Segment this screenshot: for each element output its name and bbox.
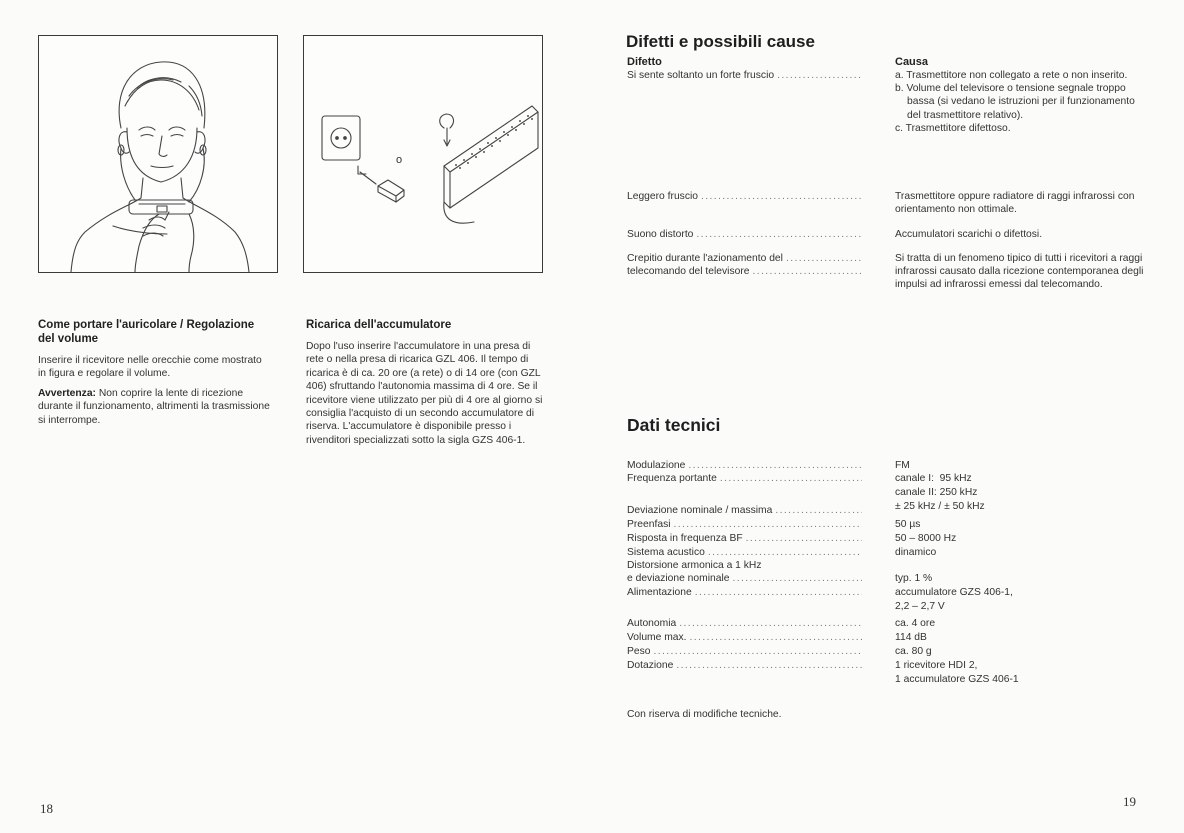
defect-row-2 [627,190,865,203]
spec-power-supply-value-2: 2,2 – 2,7 V [895,601,945,612]
spec-weight-label-text: Peso [627,646,651,657]
technical-data-title: Dati tecnici [627,415,721,435]
defect-3-text: Suono distorto [627,229,694,240]
cause-3: Accumulatori scarichi o difettosi. [895,229,1043,240]
spec-carrier-value-2: canale II: 250 kHz [895,487,978,498]
headphone-section [38,318,270,427]
headphone-warning [38,387,270,427]
cause-2: Trasmettitore oppure radiatore di raggi infrarossi con orientamento non ottimale. [895,191,1135,216]
charging-section-title: Ricarica dell'accumulatore [306,319,452,331]
spec-frequency-response-label [627,532,865,545]
page-number-left: 18 [40,801,53,816]
figure-charging-accumulator [303,35,543,273]
spec-distortion-label-text-2: e deviazione nominale [627,573,730,584]
defect-column-header: Difetto [627,56,662,68]
spec-deviation-label [627,504,865,517]
spec-autonomy-label-text: Autonomia [627,618,677,629]
spec-deviation-value: ± 25 kHz / ± 50 kHz [895,501,985,512]
wall-socket-icon [322,116,360,160]
spec-distortion-label-line-2 [627,572,865,585]
spec-weight-value: ca. 80 g [895,646,932,657]
spec-power-supply-label [627,586,865,599]
spec-autonomy-value: ca. 4 ore [895,618,936,629]
spec-equipment-label [627,659,865,672]
figure-connector-text: o [396,154,403,166]
warning-text: Non coprire la lente di ricezione durante il funzionamento, altrimenti la trasmissione si interrompe. [38,387,270,426]
warning-label: Avvertenza: [38,387,96,399]
cause-4: Si tratta di un fenomeno tipico di tutti i ricevitori a raggi infrarossi causato dalla ricezione contemporanea degli impulsi ad infrarossi emessi dal telecomando. [895,253,1144,291]
spec-modulation-label [627,459,865,472]
cause-1a: a. Trasmettitore non collegato a rete o non inserito. [895,70,1128,81]
spec-equipment-label-text: Dotazione [627,660,674,671]
spec-carrier-label [627,472,865,485]
defect-1-text: Si sente soltanto un forte fruscio [627,70,775,81]
spec-carrier-label-text: Frequenza portante [627,473,717,484]
spec-autonomy-label [627,617,865,630]
spec-modulation-value: FM [895,460,910,471]
spec-equipment-value-2: 1 accumulatore GZS 406-1 [895,674,1019,685]
defect-row-4-line-1 [627,252,865,265]
spec-max-volume-label-text: Volume max. [627,632,687,643]
defect-row-4-line-2 [627,265,865,278]
defect-row-1 [627,69,865,82]
spec-frequency-response-label-text: Risposta in frequenza BF [627,533,743,544]
spec-distortion-label-text-1: Distorsione armonica a 1 kHz [627,560,762,571]
spec-power-supply-value-1: accumulatore GZS 406-1, [895,587,1013,598]
cause-column-header: Causa [895,56,929,68]
charging-section-text: Dopo l'uso inserire l'accumulatore in una presa di rete o nella presa di ricarica GZL 406. Il tempo di ricarica è di ca. 20 ore (a rete) o di 14 ore (con GZL 406) sfruttando l'autonomia massima di 4 ore. Se il ricevitore viene utilizzato per più di 4 ore al giorno si consiglia l'acquisto di un secondo accumulatore di riserva. L'accumulatore è disponibile presso i rivenditori specializzati sotto la sigla GZS 406-1. [306,341,543,446]
headphone-wearer-illustration [39,36,277,272]
defect-2-text: Leggero fruscio [627,191,698,202]
spec-power-supply-label-text: Alimentazione [627,587,692,598]
spec-weight-label [627,645,865,658]
cause-1c: c. Trasmettitore difettoso. [895,122,1011,134]
page-number-right: 19 [1123,794,1136,809]
charging-section [306,318,546,447]
spec-carrier-value-1: canale I: 95 kHz [895,473,972,484]
spec-frequency-response-value: 50 – 8000 Hz [895,533,957,544]
figure-person-wearing-headphones [38,35,278,273]
spec-distortion-value: typ. 1 % [895,573,933,584]
spec-preemphasis-value: 50 µs [895,519,921,530]
spec-modulation-label-text: Modulazione [627,460,686,471]
defect-4-text-line-1: Crepitio durante l'azionamento del [627,253,783,264]
troubleshooting-title: Difetti e possibili cause [626,32,815,51]
spec-distortion-label-line-1 [627,559,865,572]
spec-acoustic-system-label [627,546,865,559]
spec-max-volume-value: 114 dB [895,632,927,643]
spec-acoustic-system-label-text: Sistema acustico [627,547,705,558]
spec-acoustic-system-value: dinamico [895,547,937,558]
cause-1b: b. Volume del televisore o tensione segnale troppo bassa (si vedano le istruzioni per il funzionamento del trasmettitore relativo). [895,83,1135,121]
headphone-instruction: Inserire il ricevitore nelle orecchie come mostrato in figura e regolare il volume. [38,355,262,380]
technical-footnote: Con riserva di modifiche tecniche. [627,709,782,720]
spec-preemphasis-label-text: Preenfasi [627,519,671,530]
spec-deviation-label-text: Deviazione nominale / massima [627,505,773,516]
cause-list-1 [895,69,1135,135]
defect-row-3 [627,228,865,241]
defect-4-text-line-2: telecomando del televisore [627,266,750,277]
charging-illustration [304,36,542,272]
spec-preemphasis-label [627,518,865,531]
headphone-section-title: Come portare l'auricolare / Regolazione del volume [38,319,255,345]
spec-equipment-value-1: 1 ricevitore HDI 2, [895,660,978,671]
spec-max-volume-label [627,631,865,644]
